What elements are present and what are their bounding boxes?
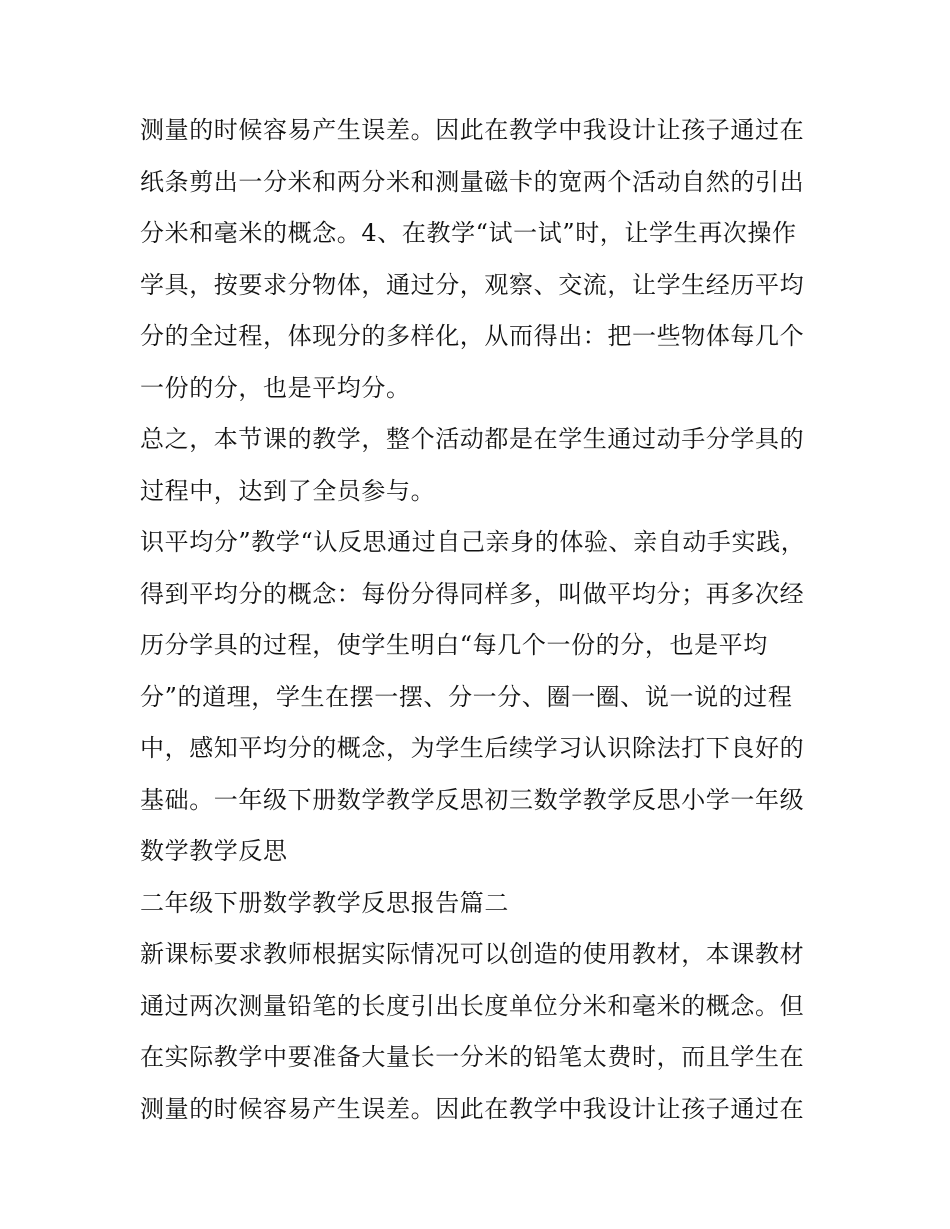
text-line: 数学教学反思 <box>140 837 288 865</box>
text-line: 纸条剪出一分米和两分米和测量磁卡的宽两个活动自然的引出 <box>140 167 805 196</box>
text-line: 总之，本节课的教学，整个活动都是在学生通过动手分学具的 <box>140 425 805 453</box>
text-line: 通过两次测量铅笔的长度引出长度单位分米和毫米的概念。但 <box>140 991 805 1020</box>
text-line: 学具，按要求分物体，通过分，观察、交流，让学生经历平均 <box>140 270 805 299</box>
text-line: 识平均分”教学“认反思通过自己亲身的体验、亲自动手实践， <box>140 528 806 556</box>
text-line: 在实际教学中要准备大量长一分米的铅笔太费时，而且学生在 <box>140 1043 805 1071</box>
section-heading: 二年级下册数学教学反思报告篇二 <box>140 888 509 917</box>
text-line: 分米和毫米的概念。4、在教学“试一试”时，让学生再次操作 <box>140 219 797 247</box>
text-line: 得到平均分的概念：每份分得同样多，叫做平均分；再多次经 <box>140 579 805 608</box>
text-line: 过程中，达到了全员参与。 <box>140 476 436 505</box>
text-line: 中，感知平均分的概念，为学生后续学习认识除法打下良好的 <box>140 734 805 762</box>
text-line: 基础。一年级下册数学教学反思初三数学教学反思小学一年级 <box>140 785 805 814</box>
text-line: 测量的时候容易产生误差。因此在教学中我设计让孩子通过在 <box>140 1094 805 1123</box>
text-line: 测量的时候容易产生误差。因此在教学中我设计让孩子通过在 <box>140 116 805 144</box>
text-line: 历分学具的过程，使学生明白“每几个一份的分，也是平均 <box>140 631 768 659</box>
document-body <box>140 110 820 1140</box>
text-line: 新课标要求教师根据实际情况可以创造的使用教材，本课教材 <box>140 940 805 968</box>
text-line: 分的全过程，体现分的多样化，从而得出：把一些物体每几个 <box>140 322 805 350</box>
text-line: 分”的道理，学生在摆一摆、分一分、圈一圈、说一说的过程 <box>140 682 793 711</box>
text-line: 一份的分，也是平均分。 <box>140 373 411 402</box>
